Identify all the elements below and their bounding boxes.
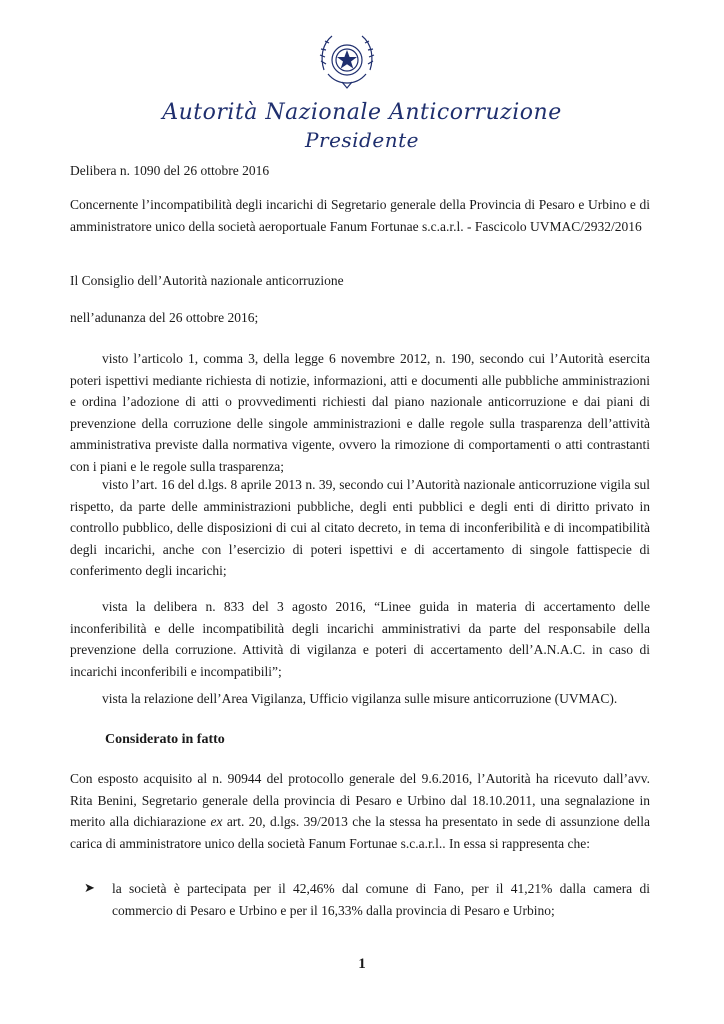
facts-ex: ex — [210, 814, 223, 829]
whereas-paragraph: vista la delibera n. 833 del 3 agosto 2016, “Linee guida in materia di accertamento delle inconferibilità e delle incompatibilità degli incarichi amministrativi da parte del responsabile della prevenzione della corruzione. Attività di vigilanza e poteri di accertamento dell’A.N.A.C. in caso di incarichi inconferibili e incompatibili”; — [70, 599, 650, 679]
delibera-number: Delibera n. 1090 del 26 ottobre 2016 — [70, 163, 270, 178]
whereas-paragraph: visto l’art. 16 del d.lgs. 8 aprile 2013 n. 39, secondo cui l’Autorità nazionale anticorruzione vigila sul rispetto, da parte delle amministrazioni pubbliche, degli enti pubblici e degli enti di diritto privato in controllo pubblico, delle disposizioni di cui al citato decreto, in tema di inconferibilità e di incompatibilità degli incarichi, anche con l’esercizio di poteri ispettivi e di accertamento di singole fattispecie di conferimento degli incarichi; — [70, 477, 650, 578]
emblem-of-italy-icon — [316, 30, 378, 96]
whereas-paragraph: vista la relazione dell’Area Vigilanza, Ufficio vigilanza sulle misure anticorruzione (UVMAC). — [102, 691, 618, 706]
subject-paragraph: Concernente l’incompatibilità degli incarichi di Segretario generale della Provincia di Pesaro e Urbino e di amministratore unico della società aeroportuale Fanum Fortunae s.c.a.r.l. - Fascicolo UVMAC/2932/2016 — [70, 197, 650, 234]
bullet-item: la società è partecipata per il 42,46% dal comune di Fano, per il 41,21% dalla camera di commercio di Pesaro e Urbino e per il 16,33% dalla provincia di Pesaro e Urbino; — [112, 881, 650, 918]
president-title: Presidente — [305, 128, 419, 152]
authority-name: Autorità Nazionale Anticorruzione — [162, 100, 562, 125]
bullet-arrow-icon: ➤ — [84, 880, 95, 895]
section-heading: Considerato in fatto — [105, 732, 225, 747]
facts-text: art. 20, d.lgs. 39/2013 che la stessa ha presentato in sede di assunzione della carica di amministratore unico della società Fanum Fortunae s.c.a.r.l.. In essa si rappresenta che: — [70, 814, 650, 851]
whereas-paragraph: visto l’articolo 1, comma 3, della legge 6 novembre 2012, n. 190, secondo cui l’Autorità esercita poteri ispettivi mediante richiesta di notizie, informazioni, atti e documenti alle pubbliche amministrazioni e ordina l’adozione di atti o provvedimenti richiesti dal piano nazionale anticorruzione e dai piani di prevenzione della corruzione delle singole amministrazioni e dalle regole sulla trasparenza dell’attività amministrativa previste dalla normativa vigente, ovvero la rimozione di comportamenti o atti contrastanti con i piani e le regole sulla trasparenza; — [70, 351, 650, 474]
meeting-line: nell’adunanza del 26 ottobre 2016; — [70, 310, 259, 325]
facts-paragraph — [70, 768, 650, 854]
council-line: Il Consiglio dell’Autorità nazionale anticorruzione — [70, 273, 344, 288]
page-number: 1 — [358, 956, 366, 972]
facts-text: Con esposto acquisito al n. 90944 del protocollo generale del 9.6.2016, l’Autorità ha ricevuto dall’avv. Rita Benini, Segretario generale della provincia di Pesaro e Urbino dal 18.10.2011, una segnalazione in merito alla dichiarazione — [70, 771, 650, 829]
